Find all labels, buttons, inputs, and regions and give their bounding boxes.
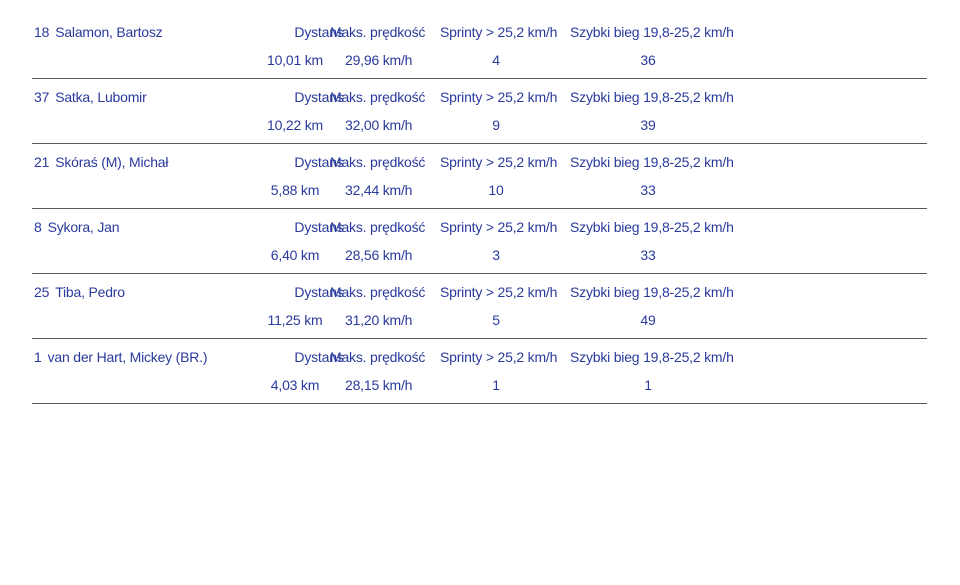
player-number: 18 [34,24,50,40]
max-speed-value: 32,44 km/h [345,182,413,198]
max-speed-header: Maks. prędkość [330,89,426,105]
table-row [32,14,927,79]
sprints-header: Sprinty > 25,2 km/h [440,154,558,170]
table-row [32,209,927,274]
fast-runs-value: 1 [644,377,652,393]
fast-runs-value: 33 [640,247,656,263]
sprints-value: 4 [492,52,500,68]
distance-header: Dystans [294,349,344,365]
distance-header: Dystans [294,89,344,105]
player-label [34,348,207,366]
table-row [32,144,927,209]
max-speed-header: Maks. prędkość [330,219,426,235]
fast-runs-header: Szybki bieg 19,8-25,2 km/h [570,89,734,105]
sprints-value: 10 [488,182,504,198]
fast-runs-header: Szybki bieg 19,8-25,2 km/h [570,349,734,365]
player-label [34,23,162,41]
max-speed-value: 31,20 km/h [345,312,413,328]
max-speed-value: 28,15 km/h [345,377,413,393]
distance-value: 10,01 km [267,52,323,68]
player-number: 1 [34,349,42,365]
fast-runs-header: Szybki bieg 19,8-25,2 km/h [570,24,734,40]
table-row [32,79,927,144]
player-stats-table [32,14,927,404]
fast-runs-value: 36 [640,52,656,68]
distance-header: Dystans [294,219,344,235]
distance-header: Dystans [294,24,344,40]
player-number: 21 [34,154,50,170]
sprints-value: 1 [492,377,500,393]
sprints-header: Sprinty > 25,2 km/h [440,349,558,365]
max-speed-value: 29,96 km/h [345,52,413,68]
player-label [34,88,147,106]
distance-value: 11,25 km [267,312,323,328]
fast-runs-value: 39 [640,117,656,133]
player-name: Skóraś (M), Michał [55,154,169,170]
distance-value: 5,88 km [270,182,320,198]
distance-header: Dystans [294,154,344,170]
sprints-header: Sprinty > 25,2 km/h [440,284,558,300]
max-speed-header: Maks. prędkość [330,154,426,170]
distance-header: Dystans [294,284,344,300]
player-name: Salamon, Bartosz [55,24,163,40]
player-name: Tiba, Pedro [55,284,125,300]
sprints-value: 5 [492,312,500,328]
distance-value: 6,40 km [270,247,320,263]
player-name: Sykora, Jan [47,219,120,235]
max-speed-header: Maks. prędkość [330,24,426,40]
max-speed-header: Maks. prędkość [330,349,426,365]
table-row [32,339,927,404]
table-row [32,274,927,339]
fast-runs-header: Szybki bieg 19,8-25,2 km/h [570,219,734,235]
sprints-value: 3 [492,247,500,263]
sprints-header: Sprinty > 25,2 km/h [440,24,558,40]
player-number: 37 [34,89,50,105]
player-label [34,218,119,236]
sprints-value: 9 [492,117,500,133]
player-number: 25 [34,284,50,300]
distance-value: 10,22 km [267,117,323,133]
player-label [34,283,125,301]
max-speed-value: 28,56 km/h [345,247,413,263]
fast-runs-header: Szybki bieg 19,8-25,2 km/h [570,284,734,300]
fast-runs-header: Szybki bieg 19,8-25,2 km/h [570,154,734,170]
max-speed-value: 32,00 km/h [345,117,413,133]
player-number: 8 [34,219,42,235]
player-name: van der Hart, Mickey (BR.) [47,349,208,365]
fast-runs-value: 33 [640,182,656,198]
player-label [34,153,168,171]
max-speed-header: Maks. prędkość [330,284,426,300]
player-name: Satka, Lubomir [55,89,147,105]
distance-value: 4,03 km [270,377,320,393]
sprints-header: Sprinty > 25,2 km/h [440,89,558,105]
sprints-header: Sprinty > 25,2 km/h [440,219,558,235]
fast-runs-value: 49 [640,312,656,328]
